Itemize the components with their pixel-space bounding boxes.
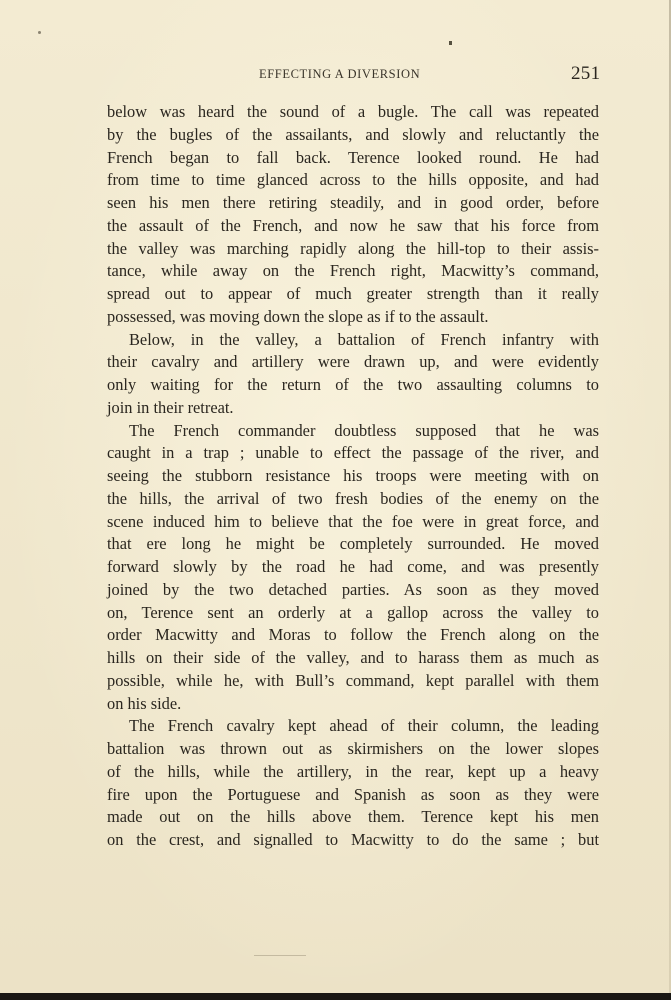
text-line: spread out to appear of much greater strength than it really — [107, 284, 599, 303]
scan-edge — [0, 993, 671, 1000]
text-line: of the hills, while the artillery, in the rear, kept up a heavy — [107, 761, 599, 781]
text-line: on, Terence sent an orderly at a gallop across the valley to — [107, 602, 599, 622]
page-number: 251 — [571, 63, 601, 84]
text-line: that ere long he might be completely surrounded. He moved — [107, 534, 599, 554]
text-line: their cavalry and artillery were drawn up, and were evidently — [107, 352, 599, 372]
text-line: forward slowly by the road he had come, and was presently — [107, 557, 599, 576]
text-line: made out on the hills above them. Terence kept his men — [107, 807, 599, 827]
text-line: the hills, the arrival of two fresh bodies of the enemy on the — [107, 488, 599, 508]
text-line: join in their retreat. — [107, 397, 234, 417]
text-line: seen his men there retiring steadily, and in good order, before — [107, 193, 599, 212]
running-title: EFFECTING A DIVERSION — [259, 67, 421, 81]
page-speck — [38, 31, 41, 34]
text-line: by the bugles of the assailants, and slowly and reluctantly the — [107, 124, 599, 144]
body-text — [107, 101, 599, 852]
text-line: the assault of the French, and now he saw that his force from — [107, 215, 599, 235]
text-line: hills on their side of the valley, and to harass them as much as — [107, 648, 599, 667]
text-line: on his side. — [107, 693, 182, 713]
text-line: tance, while away on the French right, Macwitty’s command, — [107, 261, 599, 281]
page-speck — [449, 41, 452, 45]
text-line: possible, while he, with Bull’s command, kept parallel with them — [107, 670, 599, 690]
text-line: possessed, was moving down the slope as if to the assault. — [107, 306, 489, 326]
page-header — [0, 63, 671, 85]
text-line: below was heard the sound of a bugle. The call was repeated — [107, 102, 599, 121]
text-line: from time to time glanced across to the hills opposite, and had — [107, 170, 599, 190]
text-line: caught in a trap ; unable to effect the passage of the river, and — [107, 443, 599, 463]
text-line: The French commander doubtless supposed that he was — [129, 420, 599, 440]
text-line: Below, in the valley, a battalion of French infantry with — [129, 329, 599, 349]
text-line: on the crest, and signalled to Macwitty to do the same ; but — [107, 830, 599, 849]
text-line: battalion was thrown out as skirmishers on the lower slopes — [107, 739, 599, 758]
text-line: The French cavalry kept ahead of their column, the leading — [129, 716, 599, 736]
page-mark — [254, 955, 306, 956]
text-line: only waiting for the return of the two assaulting columns to — [107, 375, 599, 394]
text-line: fire upon the Portuguese and Spanish as soon as they were — [107, 784, 599, 804]
text-line: order Macwitty and Moras to follow the French along on the — [107, 625, 599, 645]
text-line: the valley was marching rapidly along the hill-top to their assis- — [107, 238, 599, 258]
text-line: joined by the two detached parties. As soon as they moved — [107, 579, 599, 599]
text-line: scene induced him to believe that the foe were in great force, and — [107, 511, 599, 531]
text-line: seeing the stubborn resistance his troops were meeting with on — [107, 466, 599, 485]
text-line: French began to fall back. Terence looked round. He had — [107, 147, 599, 167]
